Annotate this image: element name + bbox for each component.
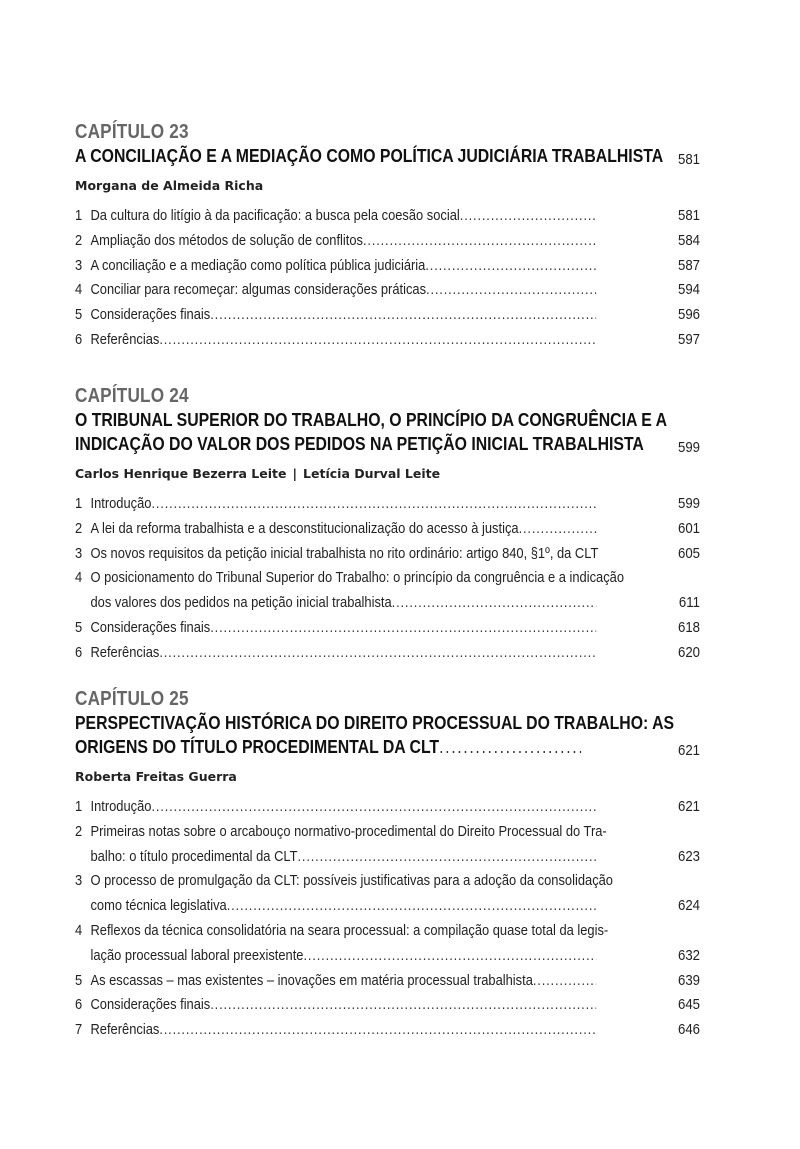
toc-entry[interactable]: 1 Introdução . . . 599	[75, 492, 700, 517]
toc-entry[interactable]: 1 Introdução . . . 621	[75, 795, 700, 820]
toc-entry[interactable]: 4 Reflexos da técnica consolidatória na seara processual: a compilação quase total da legis- lação processual laboral preexistente . . . 632	[75, 919, 700, 969]
dot-leader	[392, 591, 596, 616]
dot-leader	[533, 969, 596, 994]
chapter-title: A CONCILIAÇÃO E A MEDIAÇÃO COMO POLÍTICA JUDICIÁRIA TRABALHISTA	[75, 145, 664, 166]
entry-page: 599	[677, 495, 700, 512]
toc-entry[interactable]: 4 Conciliar para recomeçar: algumas considerações práticas . . . 594	[75, 278, 700, 303]
author-name: Morgana de Almeida Richa	[75, 178, 264, 193]
dot-leader	[210, 303, 596, 328]
toc-entry[interactable]: 1 Da cultura do litígio à da pacificação: a busca pela coesão social . . . 581	[75, 204, 700, 229]
dot-leader	[303, 944, 596, 969]
chapter-entries	[75, 204, 700, 353]
entry-page: 605	[677, 544, 700, 562]
chapter-title-row	[75, 408, 700, 456]
toc-entry[interactable]: 5 Considerações finais . . . 596	[75, 303, 700, 328]
entry-page: 594	[677, 281, 700, 299]
entry-page: 601	[677, 519, 700, 537]
toc-entry[interactable]: 3 A conciliação e a mediação como política pública judiciária . . . 587	[75, 254, 700, 279]
chapter-label: CAPÍTULO 25	[75, 688, 189, 710]
author-separator: |	[292, 466, 298, 481]
dot-leader	[425, 254, 596, 279]
toc-entry[interactable]: 4 O posicionamento do Tribunal Superior do Trabalho: o princípio da congruência e a indicação dos valores dos pedidos na petição inicial trabalhista . . . 611	[75, 566, 700, 616]
entry-page: 623	[677, 847, 700, 865]
entry-page: 639	[677, 971, 700, 989]
dot-leader	[363, 229, 596, 254]
dot-leader	[460, 204, 596, 229]
entry-page: 618	[677, 618, 700, 636]
chapter-title-row	[75, 144, 700, 168]
entry-page: 632	[677, 946, 700, 964]
dot-leader	[210, 616, 596, 641]
entry-page: 645	[677, 996, 700, 1014]
chapter-page-number: 621	[677, 742, 700, 759]
author-name: Carlos Henrique Bezerra Leite	[75, 466, 287, 481]
chapter-entries	[75, 795, 700, 1043]
entry-page: 621	[677, 798, 700, 815]
chapter-label: CAPÍTULO 23	[75, 121, 189, 143]
chapter-23	[75, 120, 700, 353]
toc-entry[interactable]: 2 Ampliação dos métodos de solução de conflitos . . . 584	[75, 229, 700, 254]
toc-entry[interactable]: 5 As escassas – mas existentes – inovações em matéria processual trabalhista . . . 639	[75, 969, 700, 994]
dot-leader	[426, 278, 596, 303]
chapter-authors	[75, 464, 700, 484]
chapter-authors	[75, 176, 700, 196]
toc-entry[interactable]: 3 O processo de promulgação da CLT: possíveis justificativas para a adoção da consolidação como técnica legislativa . . . 624	[75, 869, 700, 919]
entry-page: 597	[677, 330, 700, 348]
toc-entry[interactable]: 6 Referências . . . 597	[75, 328, 700, 353]
toc-entry[interactable]: 2 A lei da reforma trabalhista e a desconstitucionalização do acesso à justiça . . . 601	[75, 517, 700, 542]
chapter-page-number: 599	[677, 439, 700, 456]
chapter-title: O TRIBUNAL SUPERIOR DO TRABALHO, O PRINCÍPIO DA CONGRUÊNCIA E A INDICAÇÃO DO VALOR DOS PEDIDOS NA PETIÇÃO INICIAL TRABALHISTA	[75, 409, 668, 454]
toc-entry[interactable]: 6 Referências . . . 620	[75, 641, 700, 666]
dot-leader	[159, 641, 596, 666]
entry-page: 646	[677, 1021, 700, 1039]
dot-leader	[297, 845, 596, 870]
entry-page: 611	[678, 594, 700, 612]
dot-leader	[159, 1018, 596, 1043]
author-name: Letícia Durval Leite	[303, 466, 441, 481]
toc-entry[interactable]: 2 Primeiras notas sobre o arcabouço normativo-procedimental do Direito Processual do Tra- balho: o título procedimental da CLT . . . 623	[75, 820, 700, 870]
toc-entry[interactable]: 7 Referências . . . 646	[75, 1018, 700, 1043]
dot-leader	[159, 328, 596, 353]
chapter-25	[75, 687, 700, 1043]
chapter-title: PERSPECTIVAÇÃO HISTÓRICA DO DIREITO PROCESSUAL DO TRABALHO: AS ORIGENS DO TÍTULO PROCEDIMENTAL DA CLT . . .	[75, 711, 650, 759]
chapter-label: CAPÍTULO 24	[75, 385, 189, 407]
chapter-page-number: 581	[677, 151, 700, 168]
chapter-title-row	[75, 711, 700, 759]
chapter-authors	[75, 767, 700, 787]
toc-entry[interactable]: 6 Considerações finais . . . 645	[75, 993, 700, 1018]
toc-entry[interactable]: 3 Os novos requisitos da petição inicial trabalhista no rito ordinário: artigo 840, §1º, da CLT 605	[75, 542, 700, 567]
toc-entry[interactable]: 5 Considerações finais . . . 618	[75, 616, 700, 641]
entry-page: 620	[677, 643, 700, 661]
entry-page: 624	[677, 897, 700, 915]
dot-leader	[227, 894, 596, 919]
chapter-entries	[75, 492, 700, 666]
entry-page: 581	[677, 207, 700, 224]
chapter-24	[75, 384, 700, 666]
dot-leader	[439, 735, 581, 759]
entry-page: 587	[677, 256, 700, 274]
entry-page: 596	[677, 306, 700, 324]
dot-leader	[151, 492, 596, 517]
dot-leader	[151, 795, 596, 820]
author-name: Roberta Freitas Guerra	[75, 769, 237, 784]
entry-page: 584	[677, 231, 700, 249]
dot-leader	[210, 993, 596, 1018]
dot-leader	[519, 517, 597, 542]
